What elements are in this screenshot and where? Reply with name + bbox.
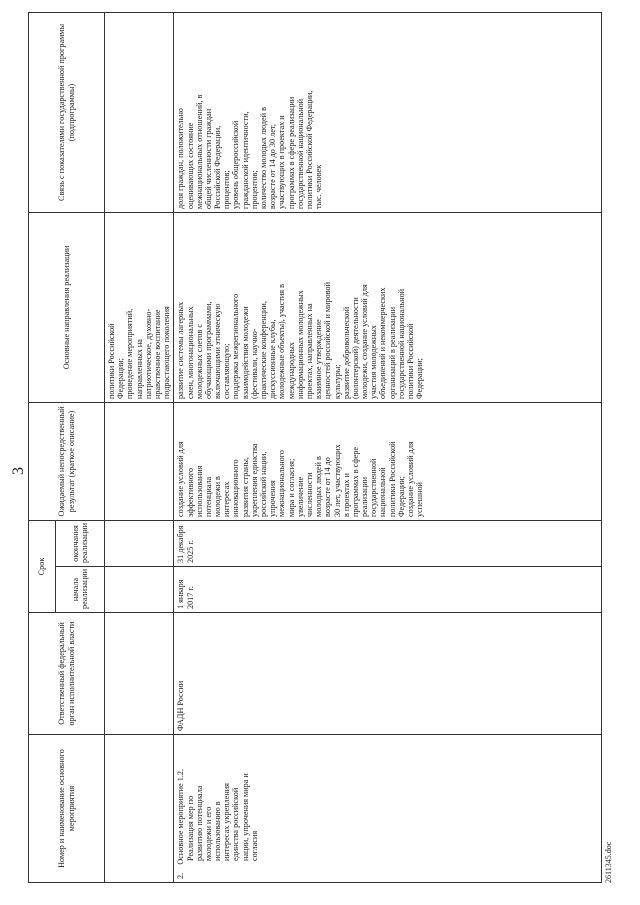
start-date-cell: 1 января 2017 г. <box>174 567 602 613</box>
end-date-cell: 31 декабря 2025 г. <box>174 520 602 566</box>
header-end: окончания реализации <box>56 520 105 566</box>
header-num-name: Номер и наименование основного мероприятия <box>29 735 105 883</box>
measures-table <box>28 12 602 883</box>
measure-name-cell: 2. Основное мероприятие 1.2. Реализация мер по развитию потенциала молодежи и его использованию в интересах укрепления единства российской нации, упрочения мира и согласия <box>174 735 602 883</box>
footer-filename: 2611345.doc <box>604 841 613 883</box>
header-row <box>29 12 56 882</box>
header-responsible: Ответственный федеральный орган исполнительной власти <box>29 613 105 735</box>
header-term: Срок <box>29 520 56 612</box>
indicators-cell: доля граждан, положительно оценивающих состояние межнациональных отношений, в общей численности граждан Российской Федерации, процентов; уровень общероссийской гражданской идентичности, процентов; количество молодых людей в возрасте от 14 до 30 лет, участвующих в проектах и программах в сфере реализации государственной национальной политики Российской Федерации, тыс. человек <box>174 12 602 212</box>
header-link: Связь с показателями государственной программы (подпрограммы) <box>29 12 105 212</box>
measure-number: 2. <box>176 872 186 879</box>
continuation-directions: политики Российской Федерации; проведение мероприятий, направленных на патриотическое, духовно- нравственное воспитание подрастающего поколения <box>105 212 174 402</box>
header-result: Ожидаемый непосредственный результат (краткое описание) <box>29 402 105 520</box>
result-cell: создание условий для эффективного использования потенциала молодежи в интересах инновационного развития страны, укрепления единства российской нации, упрочения межнационального мира и согласия; увеличение численности молодых людей в возрасте от 14 до 30 лет, участвующих в проектах и программах в сфере реализации государственной национальной политики Российской Федерации; создание условий для успешной <box>174 402 602 520</box>
header-start: начала реализации <box>56 567 105 613</box>
table-row <box>174 12 602 882</box>
directions-cell: развитие системы лагерных смен, многонациональных молодежных слетов с обучающими программами, включающими этническую составляющую; поддержка межрегионального взаимодействия молодежи (фестивали, научно- практические конференции, дискуссионные клубы, молодежные объекты), участия в международных информационных молодежных проектах, направленных на взаимное утверждение ценностей российской и мировой культуры; развитие добровольческой (волонтерской) деятельности молодежи, создание условий для участия молодежных объединений и некоммерческих организаций в реализации государственной национальной политики Российской Федерации; <box>174 212 602 402</box>
page-number: 3 <box>10 467 27 475</box>
continuation-row <box>105 12 174 882</box>
responsible-cell: ФАДН России <box>174 613 602 735</box>
header-directions: Основные направления реализации <box>29 212 105 402</box>
